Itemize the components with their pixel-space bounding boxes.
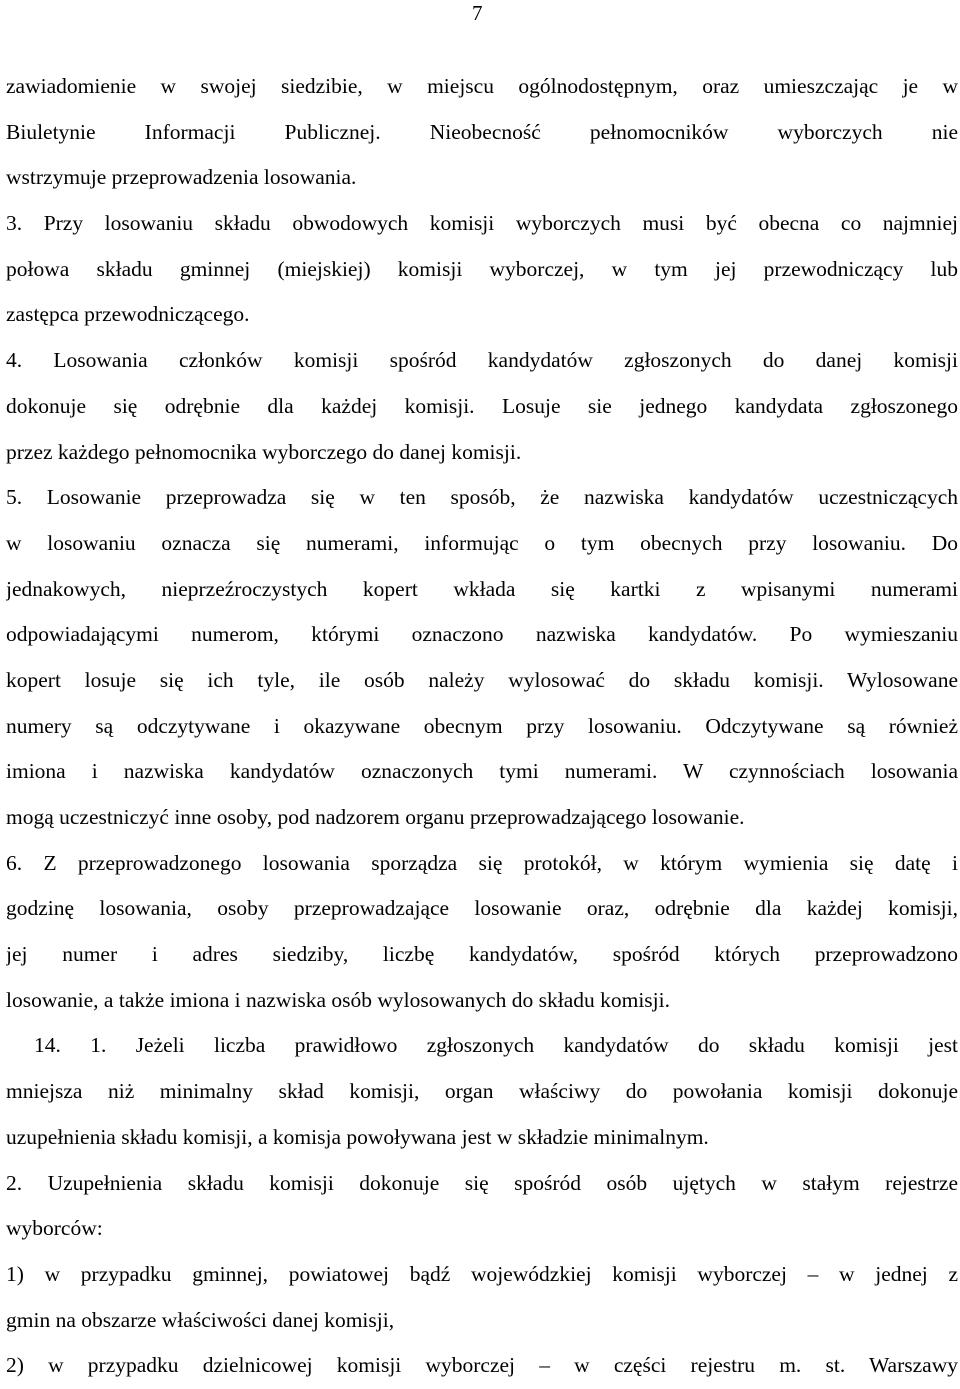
text-line: 2. Uzupełnienia składu komisji dokonuje się spośród osób ujętych w stałym rejestrze [6, 1170, 958, 1195]
page-number: 7 [472, 1, 483, 25]
text-line: 6. Z przeprowadzonego losowania sporządza się protokół, w którym wymienia się datę i [6, 850, 958, 875]
text-line: mniejsza niż minimalny skład komisji, organ właściwy do powołania komisji dokonuje [6, 1079, 958, 1104]
text-line: kopert losuje się ich tyle, ile osób należy wylosować do składu komisji. Wylosowane [6, 667, 958, 692]
text-line: dokonuje się odrębnie dla każdej komisji. Losuje sie jednego kandydata zgłoszonego [6, 393, 958, 418]
text-line: mogą uczestniczyć inne osoby, pod nadzorem organu przeprowadzającego losowanie. [6, 805, 745, 829]
text-line: wyborców: [6, 1216, 103, 1241]
text-line: jednakowych, nieprzeźroczystych kopert wkłada się kartki z wpisanymi numerami [6, 576, 958, 601]
text-line: losowanie, a także imiona i nazwiska osób wylosowanych do składu komisji. [6, 987, 670, 1012]
text-line: Biuletynie Informacji Publicznej. Nieobecność pełnomocników wyborczych nie [6, 119, 958, 144]
text-line: godzinę losowania, osoby przeprowadzające losowanie oraz, odrębnie dla każdej komisji, [6, 896, 958, 921]
text-line: przez każdego pełnomocnika wyborczego do danej komisji. [6, 439, 522, 464]
text-line: numery są odczytywane i okazywane obecnym przy losowaniu. Odczytywane są również [6, 713, 958, 738]
text-line: 14. 1. Jeżeli liczba prawidłowo zgłoszonych kandydatów do składu komisji jest [34, 1033, 958, 1058]
text-line: wstrzymuje przeprowadzenia losowania. [6, 165, 357, 190]
text-line: 5. Losowanie przeprowadza się w ten sposób, że nazwiska kandydatów uczestniczących [6, 485, 958, 510]
text-line: 3. Przy losowaniu składu obwodowych komisji wyborczych musi być obecna co najmniej [6, 211, 958, 236]
text-line: imiona i nazwiska kandydatów oznaczonych tymi numerami. W czynnościach losowania [6, 759, 958, 784]
text-line: 4. Losowania członków komisji spośród kandydatów zgłoszonych do danej komisji [6, 348, 958, 373]
text-line: uzupełnienia składu komisji, a komisja powoływana jest w składzie minimalnym. [6, 1124, 709, 1149]
text-line: w losowaniu oznacza się numerami, informując o tym obecnych przy losowaniu. Do [6, 530, 958, 555]
text-line: 1) w przypadku gminnej, powiatowej bądź wojewódzkiej komisji wyborczej – w jednej z [6, 1261, 958, 1286]
text-line: zawiadomienie w swojej siedzibie, w miejscu ogólnodostępnym, oraz umieszczając je w [6, 74, 958, 98]
text-line: odpowiadającymi numerom, którymi oznaczono nazwiska kandydatów. Po wymieszaniu [6, 622, 958, 647]
text-line: 2) w przypadku dzielnicowej komisji wyborczej – w części rejestru m. st. Warszawy [6, 1353, 958, 1378]
text-line: połowa składu gminnej (miejskiej) komisji wyborczej, w tym jej przewodniczący lub [6, 256, 958, 281]
text-line: gmin na obszarze właściwości danej komisji, [6, 1307, 395, 1332]
text-line: zastępca przewodniczącego. [6, 302, 250, 327]
text-line: jej numer i adres siedziby, liczbę kandydatów, spośród których przeprowadzono [6, 942, 958, 967]
document-body [6, 64, 958, 1389]
